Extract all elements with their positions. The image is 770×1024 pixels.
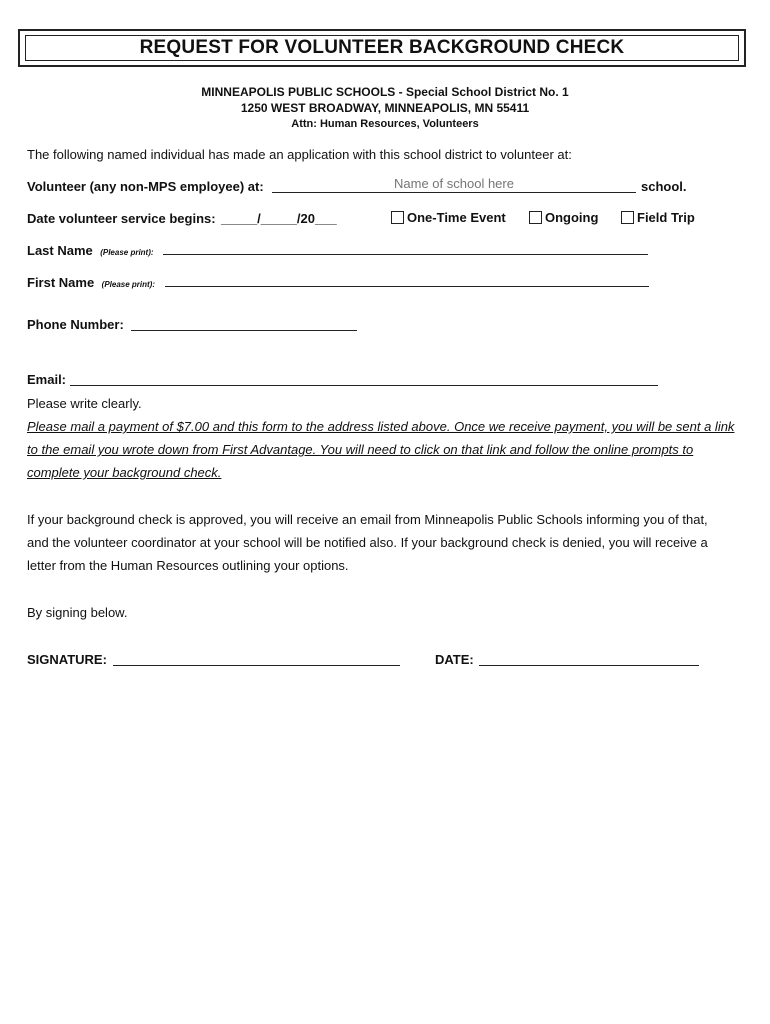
field-trip-label: Field Trip (637, 210, 695, 225)
approval-paragraph: If your background check is approved, you will receive an email from Minneapolis Public Schools informing you of that, and the volunteer coordinator at your school will be notified also. If your background check is denied, you will receive a letter from the Human Resources outlining your options. (27, 512, 708, 573)
option-field-trip[interactable] (621, 210, 695, 225)
phone-input[interactable] (131, 330, 357, 331)
service-date-field[interactable]: _____/_____/20___ (221, 211, 337, 226)
intro-text: The following named individual has made an application with this school district to volunteer at: (27, 147, 572, 162)
last-name-row (27, 242, 154, 260)
payment-paragraph: Please mail a payment of $7.00 and this form to the address listed above. Once we receive payment, you will be sent a link to the email you wrote down from First Advantage. You will need to click on that link and follow the online prompts to complete your background check. (27, 419, 735, 480)
last-name-input[interactable] (163, 254, 648, 255)
school-suffix: school. (641, 179, 687, 194)
org-line-1: MINNEAPOLIS PUBLIC SCHOOLS - Special School District No. 1 (201, 85, 569, 99)
email-label: Email: (27, 372, 67, 387)
page-title: REQUEST FOR VOLUNTEER BACKGROUND CHECK (139, 37, 625, 58)
ongoing-label: Ongoing (545, 210, 599, 225)
title-box (18, 29, 746, 67)
option-ongoing[interactable] (529, 210, 598, 225)
school-name-input[interactable] (272, 175, 636, 191)
first-name-hint: (Please print): (101, 280, 155, 289)
field-trip-checkbox[interactable] (621, 211, 634, 224)
write-clearly-note: Please write clearly. (27, 396, 142, 411)
signing-note: By signing below. (27, 605, 128, 620)
one-time-label: One-Time Event (407, 210, 506, 225)
last-name-label: Last Name (27, 243, 93, 258)
first-name-input[interactable] (165, 286, 649, 287)
option-one-time[interactable] (391, 210, 506, 225)
phone-label: Phone Number: (27, 317, 124, 332)
last-name-hint: (Please print): (100, 248, 154, 257)
org-line-2: 1250 WEST BROADWAY, MINNEAPOLIS, MN 55411 (240, 101, 530, 115)
date-input[interactable] (479, 665, 699, 666)
signature-input[interactable] (113, 665, 400, 666)
service-date-label: Date volunteer service begins: (27, 211, 216, 226)
first-name-row (27, 274, 155, 292)
date-label: DATE: (435, 652, 474, 667)
signature-label: SIGNATURE: (27, 652, 107, 667)
school-name-line (272, 192, 636, 193)
email-input[interactable] (70, 385, 658, 386)
one-time-checkbox[interactable] (391, 211, 404, 224)
first-name-label: First Name (27, 275, 95, 290)
ongoing-checkbox[interactable] (529, 211, 542, 224)
attn-line: Attn: Human Resources, Volunteers (291, 118, 479, 130)
title-inner-border (25, 35, 739, 61)
volunteer-label: Volunteer (any non-MPS employee) at: (27, 179, 264, 194)
